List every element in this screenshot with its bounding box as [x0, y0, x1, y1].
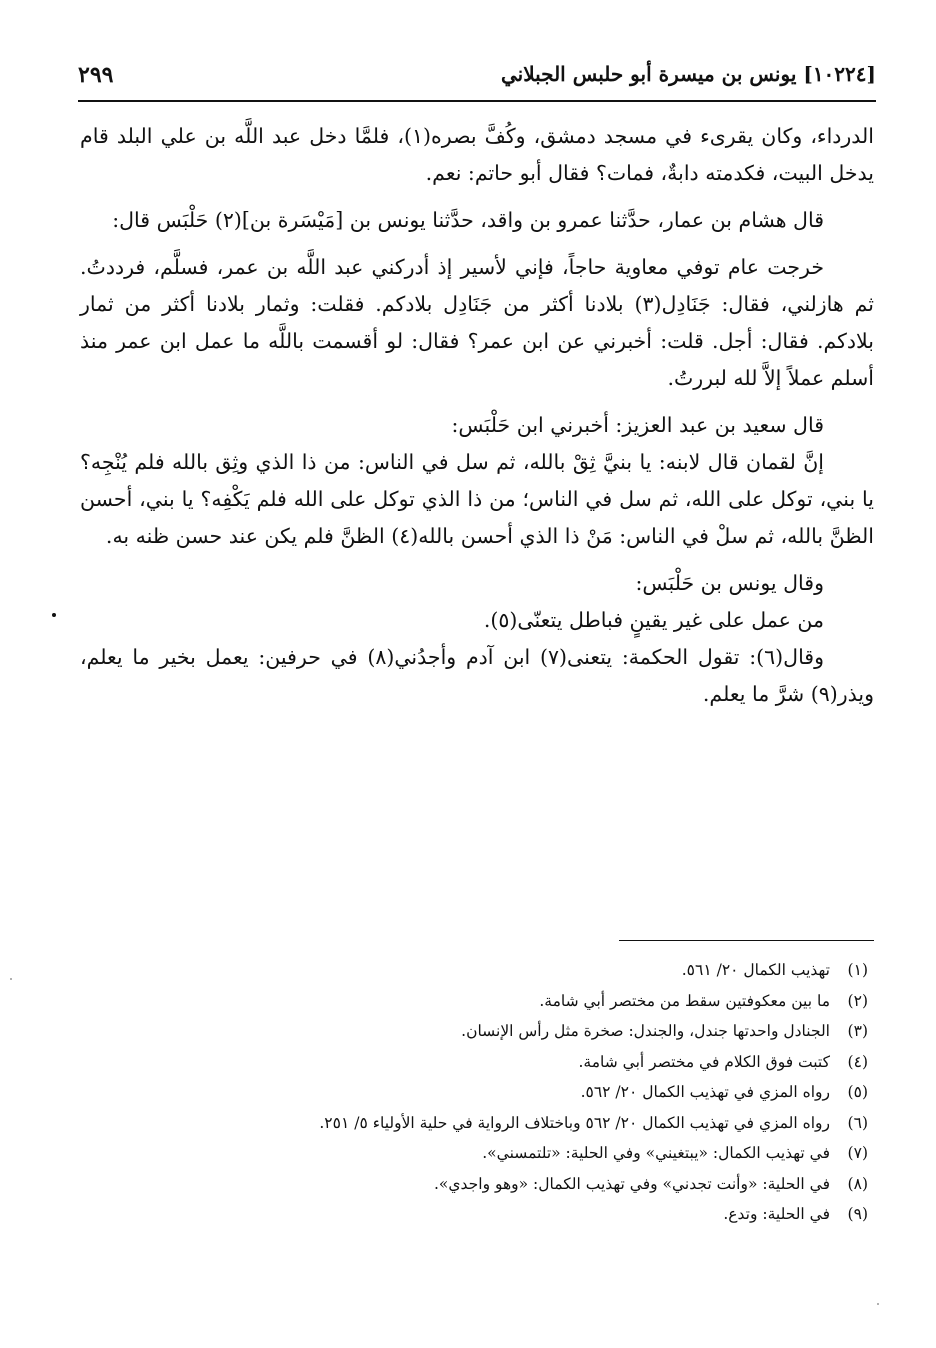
footnote-text: كتبت فوق الكلام في مختصر أبي شامة.	[578, 1052, 830, 1071]
scan-speck	[877, 1303, 879, 1305]
footnote-number: (١)	[847, 961, 868, 979]
footnote	[80, 1199, 874, 1230]
footnote-number: (٩)	[847, 1205, 868, 1223]
footnote	[80, 1108, 874, 1139]
footnote	[80, 1138, 874, 1169]
footnote	[80, 986, 874, 1017]
page-header	[78, 56, 876, 102]
running-head: [١٠٢٢٤] يونس بن ميسرة أبو حلبس الجبلاني	[500, 62, 876, 86]
footnote-text: رواه المزي في تهذيب الكمال ٢٠/ ٥٦٢ وباختلاف الرواية في حلية الأولياء ٥/ ٢٥١.	[319, 1113, 830, 1132]
footnote	[80, 1169, 874, 1200]
verse-line: من عمل على غير يقينٍ فباطل يتعنّى(٥).	[483, 608, 824, 632]
footnote-text: في الحلية: «وأنت تجدني» وفي تهذيب الكمال: «وهو واجدي».	[434, 1174, 830, 1193]
footnote-number: (٧)	[847, 1144, 868, 1162]
footnote	[80, 1047, 874, 1078]
footnote-number: (٢)	[847, 991, 868, 1010]
footnote-text: ما بين معكوفتين سقط من مختصر أبي شامة.	[539, 991, 830, 1010]
footnote-divider	[619, 940, 874, 941]
paragraph: وقال يونس بن حَلْبَس:	[635, 571, 824, 595]
footnote-text: رواه المزي في تهذيب الكمال ٢٠/ ٥٦٢.	[580, 1083, 830, 1101]
margin-dot	[52, 613, 56, 617]
footnote-text: في تهذيب الكمال: «يبتغيني» وفي الحلية: «تلتمسني».	[482, 1144, 830, 1162]
footnote-number: (٨)	[847, 1174, 868, 1193]
paragraph: قال سعيد بن عبد العزيز: أخبرني ابن حَلْبَس:	[451, 413, 824, 437]
footnote	[80, 1077, 874, 1108]
paragraph: وقال(٦): تقول الحكمة: يتعنى(٧) ابن آدم وأجدُني(٨) في حرفين: يعمل بخير ما يعلم، ويذر(٩) شرَّ ما يعلم.	[80, 645, 874, 706]
scan-speck	[10, 978, 12, 980]
footnote-number: (٦)	[847, 1113, 868, 1132]
footnotes	[80, 940, 874, 1230]
footnote-number: (٣)	[847, 1022, 868, 1040]
paragraph: قال هشام بن عمار، حدَّثنا عمرو بن واقد، حدَّثنا يونس بن [مَيْسَرة بن](٢) حَلْبَس قال:	[112, 208, 824, 232]
main-text	[80, 118, 874, 713]
page-number: ٢٩٩	[78, 62, 114, 88]
footnote-text: تهذيب الكمال ٢٠/ ٥٦١.	[681, 961, 830, 979]
paragraph: الدرداء، وكان يقرىء في مسجد دمشق، وكُفَّ بصره(١)، فلمَّا دخل عبد اللَّه بن علي البلد قام يدخل البيت، فكدمته دابةٌ، فمات؟ فقال أبو حاتم: نعم.	[80, 124, 874, 185]
footnote	[80, 1016, 874, 1047]
footnote-text: في الحلية: وتدع.	[723, 1205, 830, 1223]
footnote-number: (٥)	[847, 1083, 868, 1101]
paragraph: إنَّ لقمان قال لابنه: يا بنيَّ ثِقْ بالله، ثم سل في الناس: من ذا الذي وثِق بالله فلم يُنْجِه؟ يا بني، توكل على الله، ثم سل في الناس؛ من ذا الذي توكل على الله فلم يَكْفِه؟ يا بني، أحسن الظنَّ بالله، ثم سلْ في الناس: مَنْ ذا الذي أحسن بالله(٤) الظنَّ فلم يكن عند حسن ظنه به.	[80, 450, 874, 548]
footnote-text: الجنادل واحدتها جندل، والجندل: صخرة مثل رأس الإنسان.	[461, 1022, 830, 1040]
paragraph: خرجت عام توفي معاوية حاجاً، فإني لأسير إذ أدركني عبد اللَّه بن عمر، فسلَّم، فرددتُ. ثم هازلني، فقال: جَنَادِل(٣) بلادنا أكثر من جَنَادِل بلادكم. فقلت: وثمار بلادنا أكثر من ثمار بلادكم. فقال: أجل. قلت: أخبرني عن ابن عمر؟ فقال: لو أقسمت باللَّه ما عمل ابن عمر منذ أسلم عملاً إلاَّ لله لبررتُ.	[80, 255, 874, 390]
footnote	[80, 955, 874, 986]
footnote-number: (٤)	[847, 1052, 868, 1071]
